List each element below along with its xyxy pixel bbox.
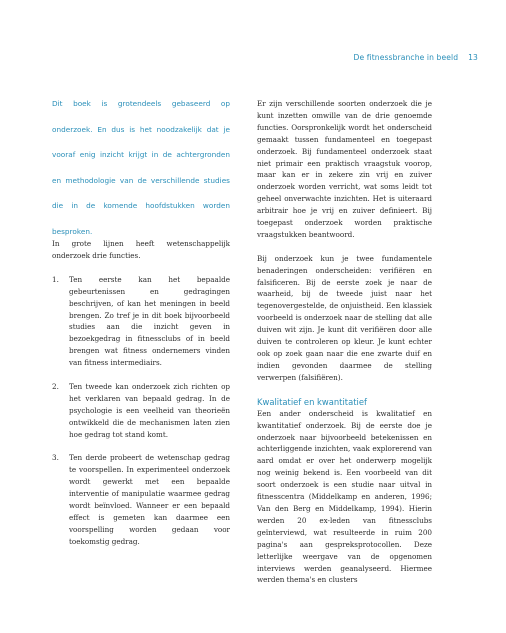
list-text: Ten eerste kan het bepaalde gebeurtenissen en gedragingen beschrijven, of kan het meningen in beeld brengen. Zo tref je in dit boek bijvoorbeeld studies aan die inzicht geven in bezoekgedrag in fitnessclubs of in beeld brengen wat fitness ondernemers vinden van fitness intermediairs.: [69, 274, 230, 368]
intro-line: Dit boek is grotendeels gebaseerd op: [52, 99, 230, 108]
intro-line: die in de komende hoofdstukken worden: [52, 201, 230, 211]
list-item: [52, 381, 230, 441]
list-text: Ten tweede kan onderzoek zich richten op het verklaren van bepaald gedrag. In de psychologie is een veelheid van theorieën ontwikkeld die de mechanismen laten zien hoe gedrag tot stand komt.: [69, 381, 230, 439]
body-paragraph: Een ander onderscheid is kwalitatief en kwantitatief onderzoek. Bij de eerste doe je onderzoek naar bijvoorbeeld betekenissen en achterliggende inzichten, vaak explorerend van aard omdat er over het onderwerp mogelijk nog weinig bekend is. Een voorbeeld van dit soort onderzoek is een studie naar uitval in fitnesscentra (Middelkamp en anderen, 1996; Van den Berg en Middelkamp, 1994). Hierin werden 20 ex-leden van fitnessclubs geïnterviewd, wat resulteerde in ruim 200 pagina's aan gespreksprotocollen. Deze letterlijke weergave van de opgenomen interviews werden geanalyseerd. Hiermee werden thema's en clusters: [257, 408, 432, 585]
intro-paragraph: [52, 98, 230, 238]
intro-line: onderzoek. En dus is het noodzakelijk dat je: [52, 124, 230, 134]
body-paragraph: Er zijn verschillende soorten onderzoek die je kunt inzetten omwille van de drie genoemde functies. Oorspronkelijk wordt het onderscheid gemaakt tussen fundamenteel en toegepast onderzoek. Bij fundamenteel onderzoek staat niet primair een praktisch vraagstuk voorop, maar kan er in zekere zin vrij en zuiver onderzoek worden verricht, wat soms leidt tot geheel onverwachte inzichten. Het is uiteraard arbitrair hoe je vrij en zuiver definieert. Bij toegepast onderzoek worden praktische vraagstukken beantwoord.: [257, 99, 432, 239]
list-number: 3.: [52, 453, 59, 463]
section-heading: Kwalitatief en kwantitatief: [257, 396, 367, 407]
intro-line: en methodologie van de verschillende studies: [52, 175, 230, 185]
list-item: [52, 274, 230, 369]
list-number: 2.: [52, 381, 59, 391]
lead-paragraph: In grote lijnen heeft wetenschappelijk onderzoek drie functies.: [52, 238, 230, 260]
body-paragraph: Bij onderzoek kun je twee fundamentele benaderingen onderscheiden: verifiëren en falsificeren. Bij de eerste zoek je naar de waarheid, bij de tweede juist naar het tegenovergestelde, de onjuistheid. Een klassiek voorbeeld is onderzoek naar de stelling dat alle duiven wit zijn. Je kunt dit verifiëren door alle duiven te controleren op kleur. Je kunt echter ook op zoek gaan naar die ene zwarte duif en indien gevonden daarmee de stelling verwerpen (falsifiëren).: [257, 253, 432, 382]
functions-list: [52, 274, 230, 548]
intro-line: vooraf enig inzicht krijgt in de achtergronden: [52, 150, 230, 160]
left-column: [52, 98, 230, 559]
intro-line: besproken.: [52, 226, 93, 236]
list-number: 1.: [52, 274, 59, 284]
chapter-title: De fitnessbranche in beeld: [353, 53, 459, 62]
list-item: [52, 452, 230, 547]
page-number: 13: [468, 53, 478, 62]
right-column: [257, 98, 432, 586]
running-header: [354, 53, 478, 62]
list-text: Ten derde probeert de wetenschap gedrag te voorspellen. In experimenteel onderzoek wordt gewerkt met een bepaalde interventie of manipulatie waarmee gedrag wordt beïnvloed. Wanneer er een bepaald effect is gemeten kan daarmee een voorspelling worden gedaan voor toekomstig gedrag.: [69, 453, 230, 546]
